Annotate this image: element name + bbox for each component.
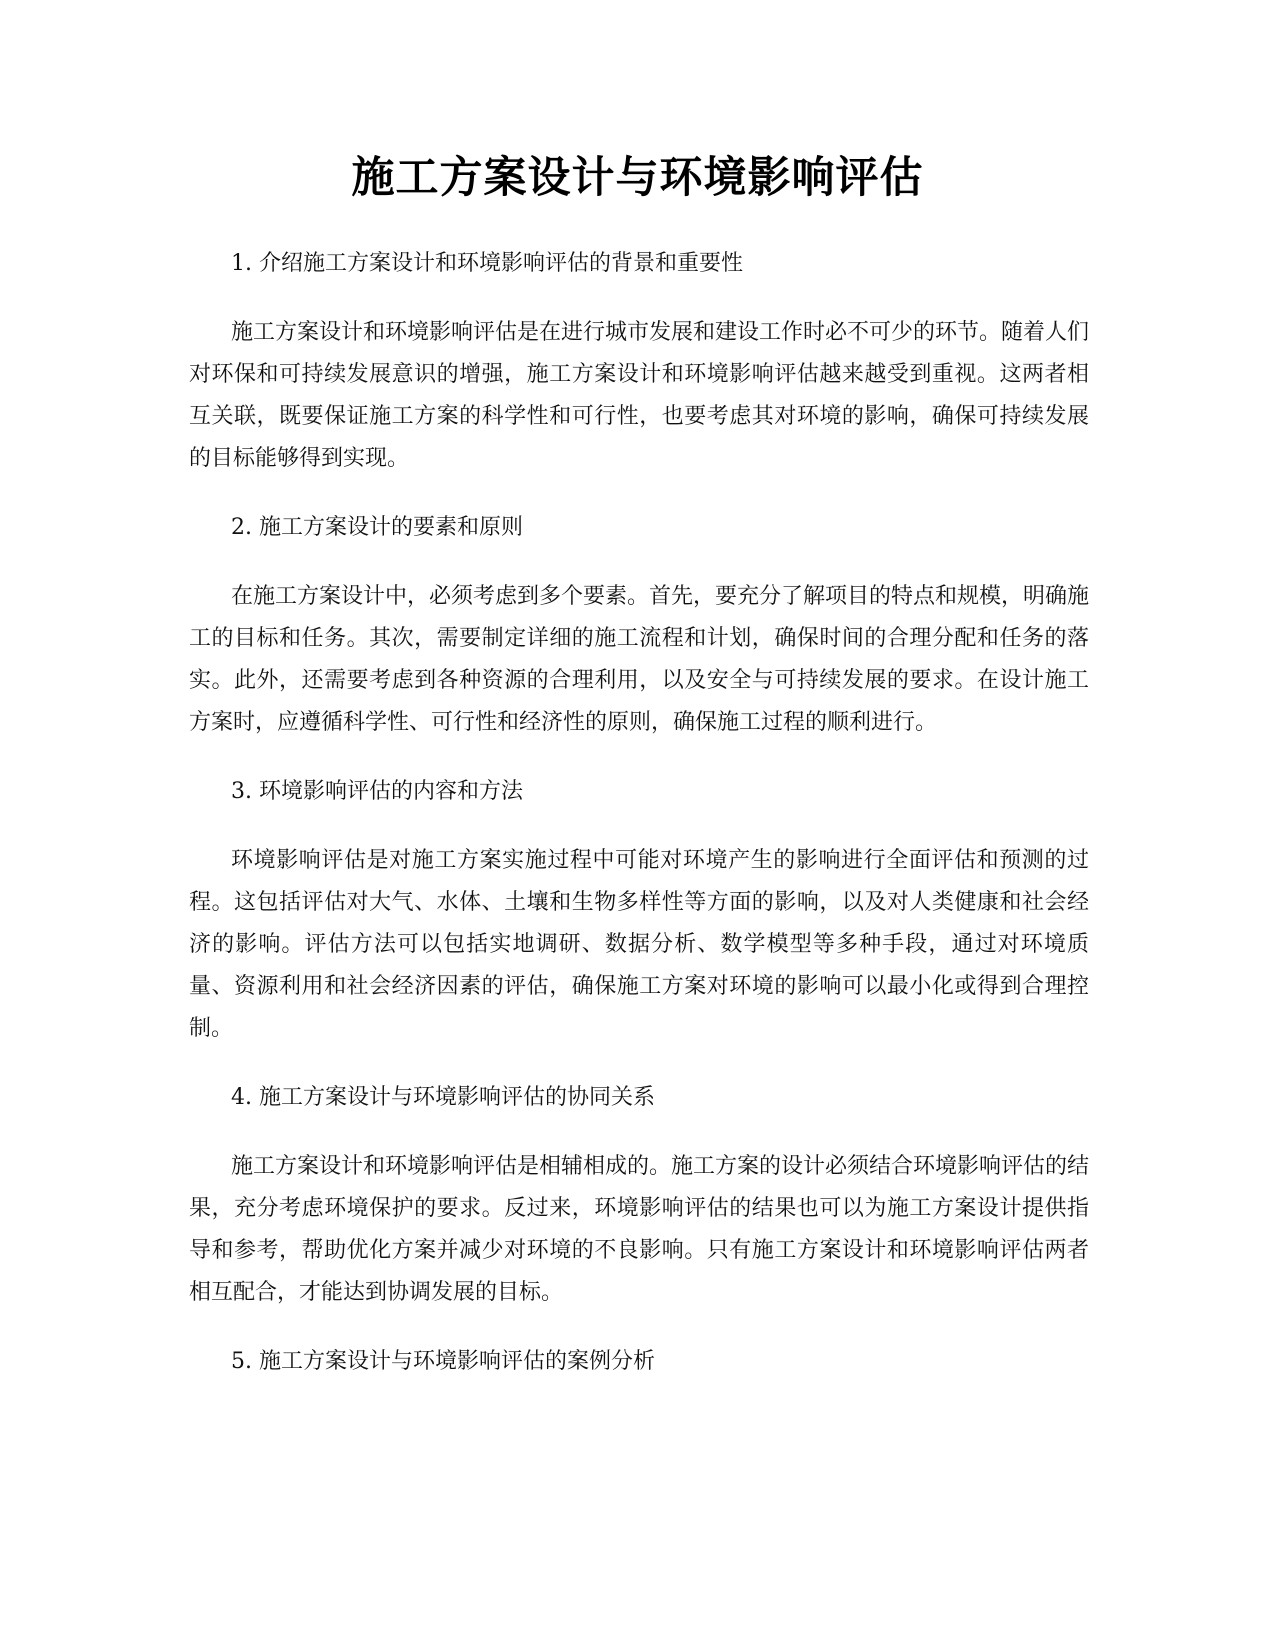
section-heading-4: 4. 施工方案设计与环境影响评估的协同关系 — [231, 1085, 655, 1110]
section-heading-2: 2. 施工方案设计的要素和原则 — [231, 515, 523, 540]
document-body — [189, 243, 1089, 1383]
section-paragraph-3: 环境影响评估是对施工方案实施过程中可能对环境产生的影响进行全面评估和预测的过程。这包括评估对大气、水体、土壤和生物多样性等方面的影响，以及对人类健康和社会经济的影响。评估方法可以包括实地调研、数据分析、数学模型等多种手段，通过对环境质量、资源利用和社会经济因素的评估，确保施工方案对环境的影响可以最小化或得到合理控制。 — [189, 848, 1089, 1041]
section-heading-5: 5. 施工方案设计与环境影响评估的案例分析 — [231, 1349, 655, 1374]
section-paragraph-1: 施工方案设计和环境影响评估是在进行城市发展和建设工作时必不可少的环节。随着人们对环保和可持续发展意识的增强，施工方案设计和环境影响评估越来越受到重视。这两者相互关联，既要保证施工方案的科学性和可行性，也要考虑其对环境的影响，确保可持续发展的目标能够得到实现。 — [189, 320, 1090, 471]
section-paragraph-2: 在施工方案设计中，必须考虑到多个要素。首先，要充分了解项目的特点和规模，明确施工的目标和任务。其次，需要制定详细的施工流程和计划，确保时间的合理分配和任务的落实。此外，还需要考虑到各种资源的合理利用，以及安全与可持续发展的要求。在设计施工方案时，应遵循科学性、可行性和经济性的原则，确保施工过程的顺利进行。 — [189, 584, 1090, 735]
document-title: 施工方案设计与环境影响评估 — [351, 153, 924, 203]
section-heading-3: 3. 环境影响评估的内容和方法 — [231, 779, 523, 804]
section-heading-1: 1. 介绍施工方案设计和环境影响评估的背景和重要性 — [231, 251, 743, 276]
section-paragraph-4: 施工方案设计和环境影响评估是相辅相成的。施工方案的设计必须结合环境影响评估的结果，充分考虑环境保护的要求。反过来，环境影响评估的结果也可以为施工方案设计提供指导和参考，帮助优化方案并减少对环境的不良影响。只有施工方案设计和环境影响评估两者相互配合，才能达到协调发展的目标。 — [189, 1154, 1090, 1305]
